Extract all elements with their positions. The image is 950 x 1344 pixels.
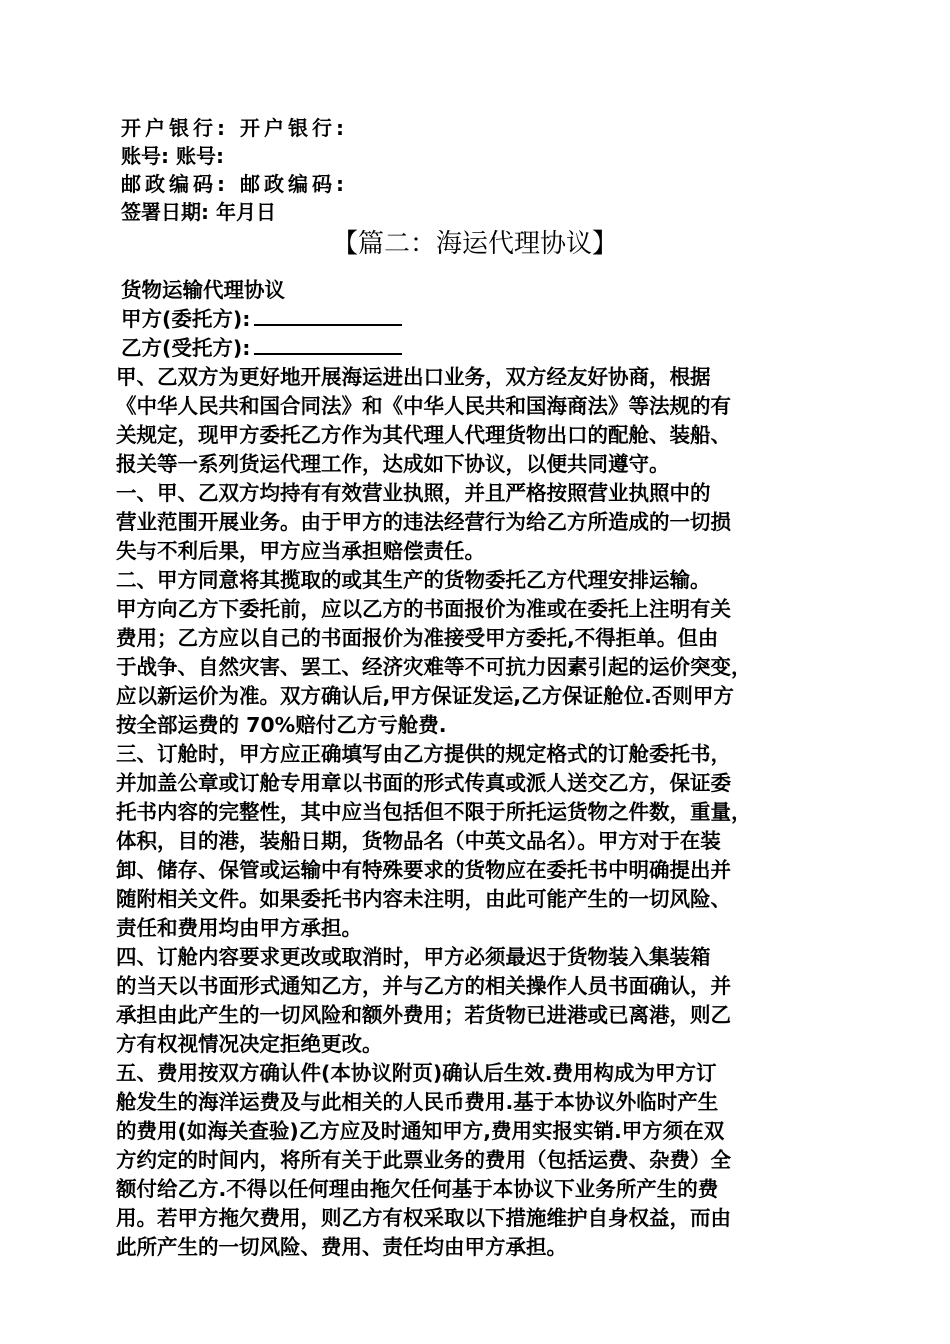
agreement-text-line: 二、甲方同意将其揽取的或其生产的货物委托乙方代理安排运输。	[116, 568, 711, 592]
agreement-text-line: 按全部运费的 70%赔付乙方亏舱费.	[116, 713, 447, 737]
agreement-text	[116, 363, 846, 1262]
agreement-text-line: 的费用(如海关查验)乙方应及时通知甲方,费用实报实销.甲方须在双	[116, 1119, 725, 1143]
agreement-body	[116, 276, 846, 1262]
agreement-text-line: 并加盖公章或订舱专用章以书面的形式传真或派人送交乙方，保证委	[116, 771, 731, 795]
agreement-text-line: 失与不利后果，甲方应当承担赔偿责任。	[116, 539, 485, 563]
party-b-label: 乙方(受托方):	[121, 336, 251, 360]
agreement-text-line: 一、甲、乙双方均持有有效营业执照，并且严格按照营业执照中的	[116, 481, 711, 505]
agreement-title: 货物运输代理协议	[121, 278, 285, 302]
agreement-text-line: 关规定，现甲方委托乙方作为其代理人代理货物出口的配舱、装船、	[116, 423, 731, 447]
agreement-text-line: 应以新运价为准。双方确认后,甲方保证发运,乙方保证舱位.否则甲方	[116, 684, 734, 708]
party-b-line	[116, 334, 846, 363]
agreement-text-line: 的当天以书面形式通知乙方，并与乙方的相关操作人员书面确认，并	[116, 974, 731, 998]
party-a-line	[116, 305, 846, 334]
agreement-text-line: 承担由此产生的一切风险和额外费用；若货物已进港或已离港，则乙	[116, 1003, 731, 1027]
agreement-text-line: 此所产生的一切风险、费用、责任均由甲方承担。	[116, 1235, 567, 1259]
party-a-label: 甲方(委托方):	[121, 307, 251, 331]
agreement-text-line: 于战争、自然灾害、罢工、经济灾难等不可抗力因素引起的运价突变，	[116, 655, 752, 679]
agreement-text-line: 随附相关文件。如果委托书内容未注明，由此可能产生的一切风险、	[116, 887, 731, 911]
signature-block	[121, 114, 821, 226]
agreement-text-line: 用。若甲方拖欠费用，则乙方有权采取以下措施维护自身权益，而由	[116, 1206, 731, 1230]
agreement-text-line: 《中华人民共和国合同法》和《中华人民共和国海商法》等法规的有	[116, 394, 731, 418]
agreement-text-line: 甲、乙双方为更好地开展海运进出口业务，双方经友好协商，根据	[116, 365, 711, 389]
agreement-text-line: 体积，目的港，装船日期，货物品名（中英文品名）。甲方对于在装	[116, 829, 721, 853]
agreement-text-line: 营业范围开展业务。由于甲方的违法经营行为给乙方所造成的一切损	[116, 510, 731, 534]
bank-line: 开户银行: 开户银行:	[121, 116, 348, 140]
party-a-blank	[254, 306, 402, 326]
agreement-text-line: 费用；乙方应以自己的书面报价为准接受甲方委托,不得拒单。但由	[116, 626, 719, 650]
agreement-text-line: 卸、储存、保管或运输中有特殊要求的货物应在委托书中明确提出并	[116, 858, 731, 882]
agreement-text-line: 报关等一系列货运代理工作，达成如下协议，以便共同遵守。	[116, 452, 670, 476]
agreement-text-line: 托书内容的完整性，其中应当包括但不限于所托运货物之件数，重量，	[116, 800, 752, 824]
agreement-text-line: 方有权视情况决定拒绝更改。	[116, 1032, 383, 1056]
agreement-text-line: 舱发生的海洋运费及与此相关的人民币费用.基于本协议外临时产生	[116, 1090, 719, 1114]
agreement-text-line: 额付给乙方.不得以任何理由拖欠任何基于本协议下业务所产生的费	[116, 1177, 719, 1201]
date-line: 签署日期: 年月日	[121, 200, 276, 224]
account-line: 账号: 账号:	[121, 144, 224, 168]
postcode-line: 邮政编码: 邮政编码:	[121, 172, 348, 196]
agreement-text-line: 责任和费用均由甲方承担。	[116, 916, 362, 940]
agreement-text-line: 四、订舱内容要求更改或取消时，甲方必须最迟于货物装入集装箱	[116, 945, 711, 969]
agreement-text-line: 甲方向乙方下委托前，应以乙方的书面报价为准或在委托上注明有关	[116, 597, 731, 621]
agreement-text-line: 三、订舱时，甲方应正确填写由乙方提供的规定格式的订舱委托书，	[116, 742, 731, 766]
party-b-blank	[254, 335, 402, 355]
section-title: 【篇二：海运代理协议】	[331, 229, 618, 259]
agreement-text-line: 五、费用按双方确认件(本协议附页)确认后生效.费用构成为甲方订	[116, 1061, 717, 1085]
agreement-text-line: 方约定的时间内，将所有关于此票业务的费用（包括运费、杂费）全	[116, 1148, 731, 1172]
